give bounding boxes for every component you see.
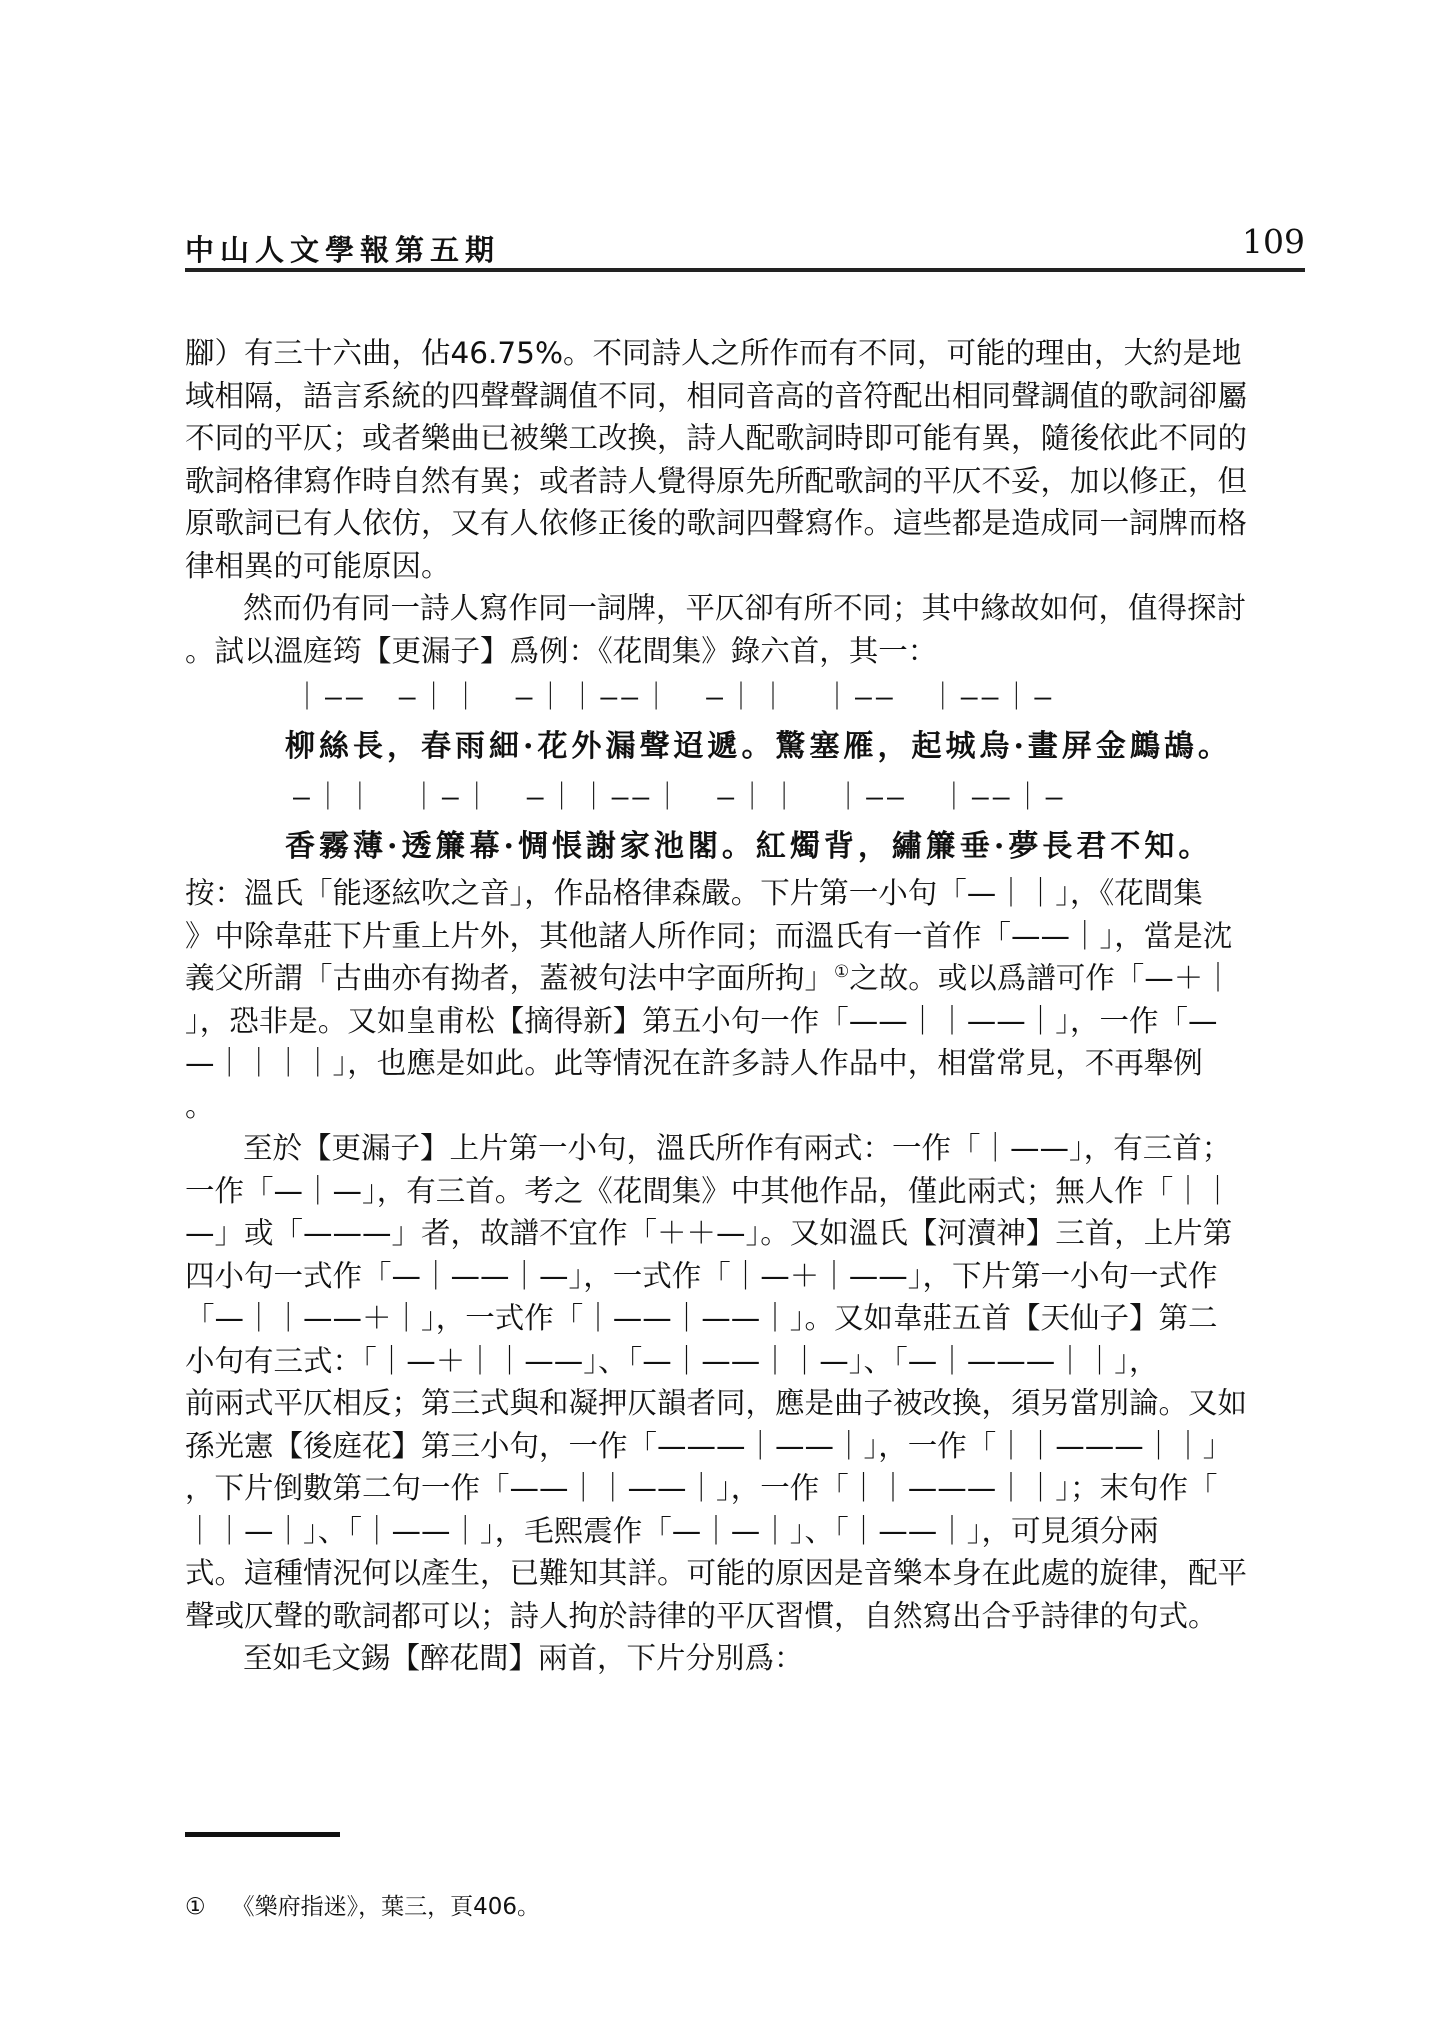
text-line: ｜｜—｜」、「｜——｜」，毛熙震作「—｜—｜」、「｜——｜」，可見須分兩 xyxy=(185,1513,1159,1548)
paragraph-block-2 xyxy=(185,872,1305,957)
text-line: 律相異的可能原因。 xyxy=(185,548,451,583)
text-line-with-footnote xyxy=(185,957,1305,1000)
text-line: 》中除韋莊下片重上片外，其他諸人所作同；而溫氏有一首作「——｜」，當是沈 xyxy=(185,918,1233,953)
text-line: 歌詞格律寫作時自然有異；或者詩人覺得原先所配歌詞的平仄不妥，加以修正，但 xyxy=(185,463,1248,498)
text-line: 域相隔，語言系統的四聲聲調值不同，相同音高的音符配出相同聲調值的歌詞卻屬 xyxy=(185,378,1248,413)
paragraph-block-1 xyxy=(185,332,1305,672)
text-line: 不同的平仄；或者樂曲已被樂工改換，詩人配歌詞時即可能有異，隨後依此不同的 xyxy=(185,421,1248,455)
text-line: 按：溫氏「能逐絃吹之音」，作品格律森嚴。下片第一小句「—｜｜」，《花間集 xyxy=(185,876,1203,910)
text-line: 。試以溫庭筠【更漏子】爲例：《花間集》錄六首，其一： xyxy=(185,633,938,668)
footnote-rule xyxy=(185,1832,340,1837)
text-line: —」或「———」者，故譜不宜作「＋＋—」。又如溫氏【河瀆神】三首，上片第 xyxy=(185,1216,1233,1250)
verse-line-2: 香霧薄·透簾幕·惆悵謝家池閣。紅燭背，繡簾垂·夢長君不知。 xyxy=(285,829,1213,864)
text-line: 一作「—｜—」，有三首。考之《花間集》中其他作品，僅此兩式；無人作「｜｜ xyxy=(185,1173,1233,1208)
journal-title: 中山人文學報第五期 xyxy=(185,233,501,267)
text-line: —｜｜｜｜」，也應是如此。此等情況在許多詩人作品中，相當常見，不再舉例 xyxy=(185,1046,1203,1080)
text-line: 小句有三式：「｜—＋｜｜——」、「—｜——｜｜—」、「—｜———｜｜」， xyxy=(185,1343,1159,1378)
footnote-number: ① xyxy=(185,1894,206,1920)
page-number: 109 xyxy=(1242,222,1305,261)
text-line: 」，恐非是。又如皇甫松【摘得新】第五小句一作「——｜｜——｜」，一作「— xyxy=(185,1003,1218,1038)
text-line: 。 xyxy=(185,1088,215,1123)
running-header xyxy=(185,222,1305,272)
text-line: ，下片倒數第二句一作「——｜｜——｜」，一作「｜｜———｜｜」；末句作「 xyxy=(185,1471,1218,1505)
tone-pattern-2: —｜｜ ｜—｜ —｜｜——｜ —｜｜ ｜—— ｜——｜— xyxy=(293,780,1067,813)
text-line: 原歌詞已有人依仿，又有人依修正後的歌詞四聲寫作。這些都是造成同一詞牌而格 xyxy=(185,506,1248,540)
paragraph-block-3 xyxy=(185,1000,1305,1680)
tone-pattern-1: ｜—— —｜｜ —｜｜——｜ —｜｜ ｜—— ｜——｜— xyxy=(293,680,1056,713)
text-line: 腳）有三十六曲，佔46.75%。不同詩人之所作而有不同，可能的理由，大約是地 xyxy=(185,336,1242,370)
text-line: 式。這種情況何以產生，已難知其詳。可能的原因是音樂本身在此處的旋律，配平 xyxy=(185,1556,1248,1590)
verse-line-1: 柳絲長，春雨細·花外漏聲迢遞。驚塞雁，起城烏·畫屏金鷓鴣。 xyxy=(285,729,1232,764)
text-before-footnote: 義父所謂「古曲亦有拗者，蓋被句法中字面所拘」 xyxy=(185,961,835,995)
text-line: 「—｜｜——＋｜」，一式作「｜——｜——｜」。又如韋莊五首【天仙子】第二 xyxy=(185,1301,1218,1335)
text-line: 前兩式平仄相反；第三式與和凝押仄韻者同，應是曲子被改換，須另當別論。又如 xyxy=(185,1386,1248,1420)
footnote-reference: ① xyxy=(834,962,850,983)
text-line: 四小句一式作「—｜——｜—」，一式作「｜—＋｜——」，下片第一小句一式作 xyxy=(185,1258,1218,1293)
footnote-text: 《樂府指迷》，葉三，頁406。 xyxy=(231,1894,541,1920)
text-line: 至如毛文錫【醉花間】兩首，下片分別爲： xyxy=(243,1641,804,1675)
text-line: 然而仍有同一詩人寫作同一詞牌，平仄卻有所不同；其中緣故如何，值得探討 xyxy=(243,591,1247,625)
text-after-footnote: 之故。或以爲譜可作「—＋｜ xyxy=(849,961,1233,995)
body-text xyxy=(185,332,1305,1680)
text-line: 至於【更漏子】上片第一小句，溫氏所作有兩式：一作「｜——」，有三首； xyxy=(243,1131,1232,1165)
text-line: 聲或仄聲的歌詞都可以；詩人拘於詩律的平仄習慣，自然寫出合乎詩律的句式。 xyxy=(185,1598,1218,1633)
footnote xyxy=(185,1888,540,1921)
header-rule xyxy=(185,268,1305,272)
text-line: 孫光憲【後庭花】第三小句，一作「———｜——｜」，一作「｜｜———｜｜」 xyxy=(185,1428,1233,1463)
